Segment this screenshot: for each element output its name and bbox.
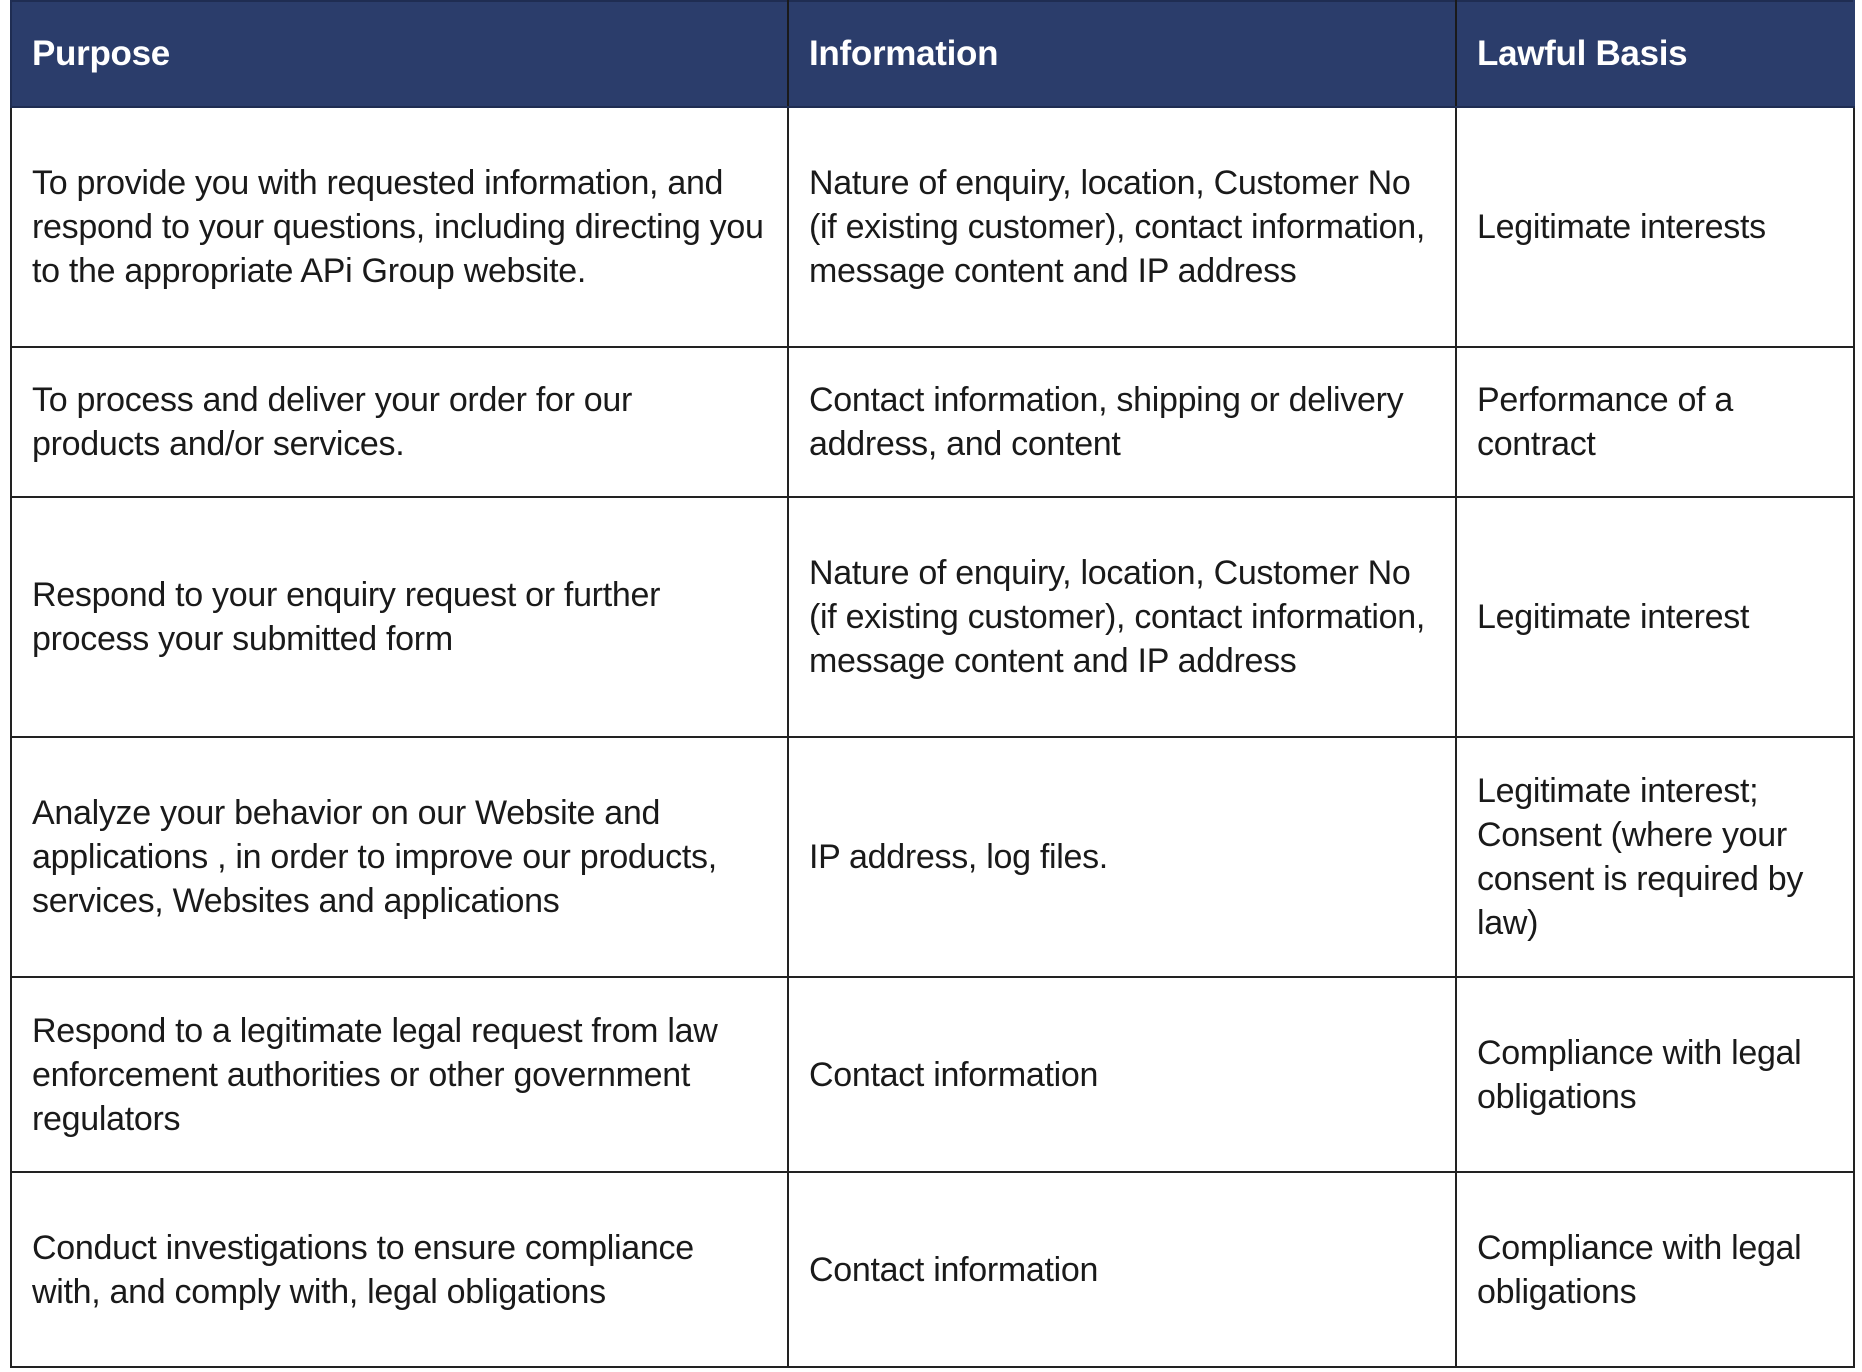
cell-lawful-basis: Legitimate interests <box>1456 107 1854 347</box>
cell-lawful-basis: Legitimate interest; Consent (where your consent is required by law) <box>1456 737 1854 977</box>
cell-purpose: Analyze your behavior on our Website and applications , in order to improve our products, services, Websites and applications <box>11 737 788 977</box>
data-processing-table <box>10 0 1855 1368</box>
table-header-row <box>11 1 1854 107</box>
cell-purpose: Respond to a legitimate legal request from law enforcement authorities or other government regulators <box>11 977 788 1172</box>
table-header <box>11 1 1854 107</box>
table-row <box>11 737 1854 977</box>
cell-information: Nature of enquiry, location, Customer No (if existing customer), contact information, message content and IP address <box>788 107 1456 347</box>
table-row <box>11 1172 1854 1367</box>
cell-purpose: To provide you with requested information, and respond to your questions, including directing you to the appropriate APi Group website. <box>11 107 788 347</box>
table-body <box>11 107 1854 1367</box>
cell-information: Contact information <box>788 977 1456 1172</box>
cell-information: Contact information, shipping or delivery address, and content <box>788 347 1456 497</box>
cell-lawful-basis: Compliance with legal obligations <box>1456 1172 1854 1367</box>
cell-lawful-basis: Performance of a contract <box>1456 347 1854 497</box>
table-row <box>11 347 1854 497</box>
cell-purpose: To process and deliver your order for our products and/or services. <box>11 347 788 497</box>
header-lawful-basis: Lawful Basis <box>1456 1 1854 107</box>
cell-information: Nature of enquiry, location, Customer No (if existing customer), contact information, message content and IP address <box>788 497 1456 737</box>
cell-lawful-basis: Compliance with legal obligations <box>1456 977 1854 1172</box>
cell-lawful-basis: Legitimate interest <box>1456 497 1854 737</box>
cell-information: Contact information <box>788 1172 1456 1367</box>
header-purpose: Purpose <box>11 1 788 107</box>
cell-information: IP address, log files. <box>788 737 1456 977</box>
cell-purpose: Conduct investigations to ensure compliance with, and comply with, legal obligations <box>11 1172 788 1367</box>
table-row <box>11 107 1854 347</box>
cell-purpose: Respond to your enquiry request or further process your submitted form <box>11 497 788 737</box>
table-row <box>11 497 1854 737</box>
header-information: Information <box>788 1 1456 107</box>
table-row <box>11 977 1854 1172</box>
